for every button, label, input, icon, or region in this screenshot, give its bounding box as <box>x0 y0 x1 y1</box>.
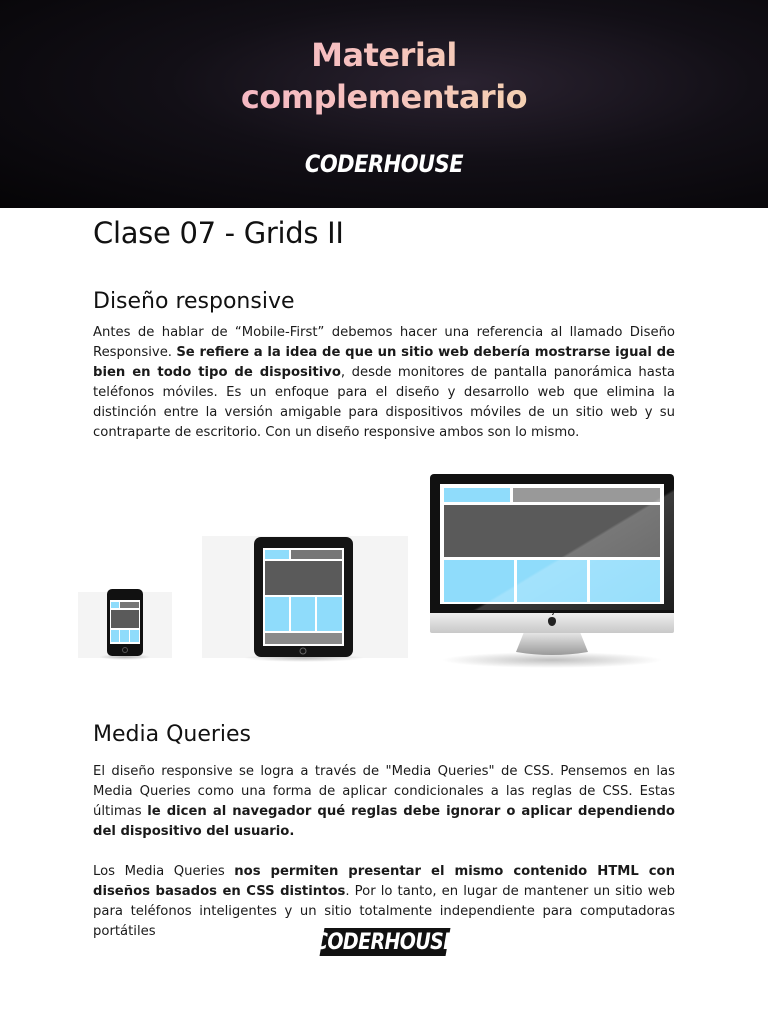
banner-title-line1: Material <box>0 34 768 76</box>
section-heading-responsive: Diseño responsive <box>93 289 295 314</box>
text-run: . Por lo tanto, en lugar de mantener un sitio web para teléfonos inteligentes y un sitio totalmente independiente para computadoras portátiles <box>93 884 675 939</box>
text-run: , desde monitores de pantalla panorámica hasta teléfonos móviles. Es un enfoque para el diseño y desarrollo web que elimina la distinción entre la versión amigable para dispositivos móviles de un sitio web y su contraparte de escritorio. Con un diseño responsive ambos son lo mismo. <box>93 365 675 440</box>
paragraph-media-queries-1 <box>93 762 675 842</box>
text-run: El diseño responsive se logra a través de "Media Queries" de CSS. Pensemos en las Media Queries como una forma de aplicar condicionales a las reglas de CSS. Estas últimas <box>93 764 675 819</box>
responsive-devices-illustration <box>76 466 688 672</box>
paragraph-responsive <box>93 323 675 443</box>
footer-logo-text: CODERHOUSE <box>314 929 456 955</box>
bold-text-run: le dicen al navegador qué reglas debe ignorar o aplicar dependiendo del dispositivo del usuario. <box>93 804 675 839</box>
footer-coderhouse-logo <box>314 928 456 956</box>
tablet-device <box>244 537 364 662</box>
bold-text-run: nos permiten presentar el mismo contenido HTML con diseños basados en CSS distintos <box>93 864 675 899</box>
coderhouse-logo: CODERHOUSE <box>304 150 464 178</box>
bold-text-run: Se refiere a la idea de que un sitio web debería mostrarse igual de bien en todo tipo de dispositivo <box>93 345 675 380</box>
text-run: Los Media Queries <box>93 864 235 879</box>
header-banner <box>0 0 768 208</box>
class-title: Clase 07 - Grids II <box>93 216 344 250</box>
banner-title <box>0 34 768 118</box>
text-run: Antes de hablar de “Mobile-First” debemos hacer una referencia al llamado Diseño Responsive. <box>93 325 675 360</box>
desktop-monitor-device <box>430 474 674 668</box>
banner-title-line2: complementario <box>0 76 768 118</box>
section-heading-media-queries: Media Queries <box>93 722 252 747</box>
